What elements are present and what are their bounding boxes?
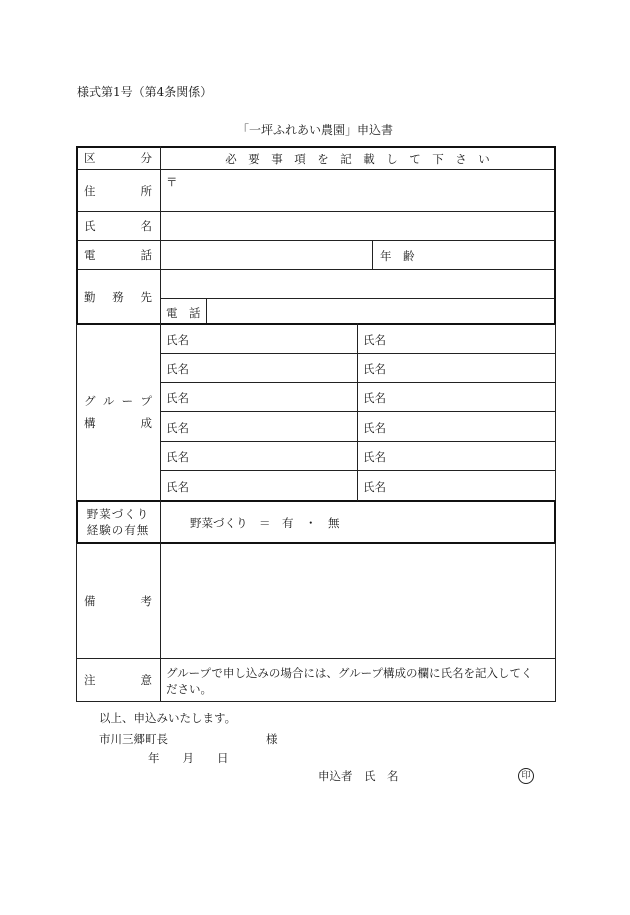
age-label: 年 齢 bbox=[380, 249, 415, 263]
member-name-label: 氏名 bbox=[363, 421, 386, 435]
member-name-label: 氏名 bbox=[363, 362, 386, 376]
member-name-label: 氏名 bbox=[166, 333, 189, 347]
experience-choice[interactable]: 野菜づくり ＝ 有 ・ 無 bbox=[190, 516, 340, 530]
workplace-field[interactable] bbox=[162, 271, 552, 297]
member-name-label: 氏名 bbox=[363, 480, 386, 494]
experience-label: 野菜づくり 経験の有無 bbox=[86, 507, 150, 537]
applicant-name-label: 申込者 氏 名 bbox=[318, 769, 399, 783]
seal-mark: 印 bbox=[518, 768, 534, 784]
phone-label: 電 話 bbox=[84, 248, 152, 262]
member-name-label: 氏名 bbox=[166, 480, 189, 494]
header-instruction: 必 要 事 項 を 記 載 し て 下 さ い bbox=[225, 152, 490, 166]
honorific: 様 bbox=[266, 732, 278, 746]
member-name-label: 氏名 bbox=[363, 333, 386, 347]
form-number: 様式第1号（第4条関係） bbox=[77, 85, 213, 99]
address-field[interactable] bbox=[182, 171, 552, 209]
name-label: 氏 名 bbox=[84, 219, 152, 233]
postal-mark: 〒 bbox=[166, 175, 178, 189]
member-name-label: 氏名 bbox=[166, 421, 189, 435]
address-label: 住 所 bbox=[84, 183, 152, 198]
workplace-label: 勤 務 先 bbox=[84, 289, 152, 304]
member-name-label: 氏名 bbox=[363, 450, 386, 464]
remarks-label: 備 考 bbox=[84, 593, 152, 608]
member-name-label: 氏名 bbox=[363, 391, 386, 405]
form-title: 「一坪ふれあい農園」申込書 bbox=[236, 123, 393, 137]
member-name-label: 氏名 bbox=[166, 362, 189, 376]
addressee: 市川三郷町長 bbox=[99, 732, 168, 746]
closing-statement: 以上、申込みいたします。 bbox=[99, 711, 237, 725]
member-name-label: 氏名 bbox=[166, 391, 189, 405]
member-name-label: 氏名 bbox=[166, 450, 189, 464]
group-label: グ ル ー プ 構 成 bbox=[84, 394, 152, 430]
workplace-phone-label: 電 話 bbox=[166, 306, 201, 320]
notice-text: グループで申し込みの場合には、グループ構成の欄に氏名を記入してく ださい。 bbox=[166, 666, 533, 696]
header-category: 区 分 bbox=[84, 151, 152, 165]
notice-label: 注 意 bbox=[84, 673, 152, 687]
remarks-field[interactable] bbox=[162, 544, 552, 656]
phone-field[interactable] bbox=[162, 242, 370, 268]
application-date: 年 月 日 bbox=[148, 751, 229, 765]
name-field[interactable] bbox=[162, 213, 552, 239]
